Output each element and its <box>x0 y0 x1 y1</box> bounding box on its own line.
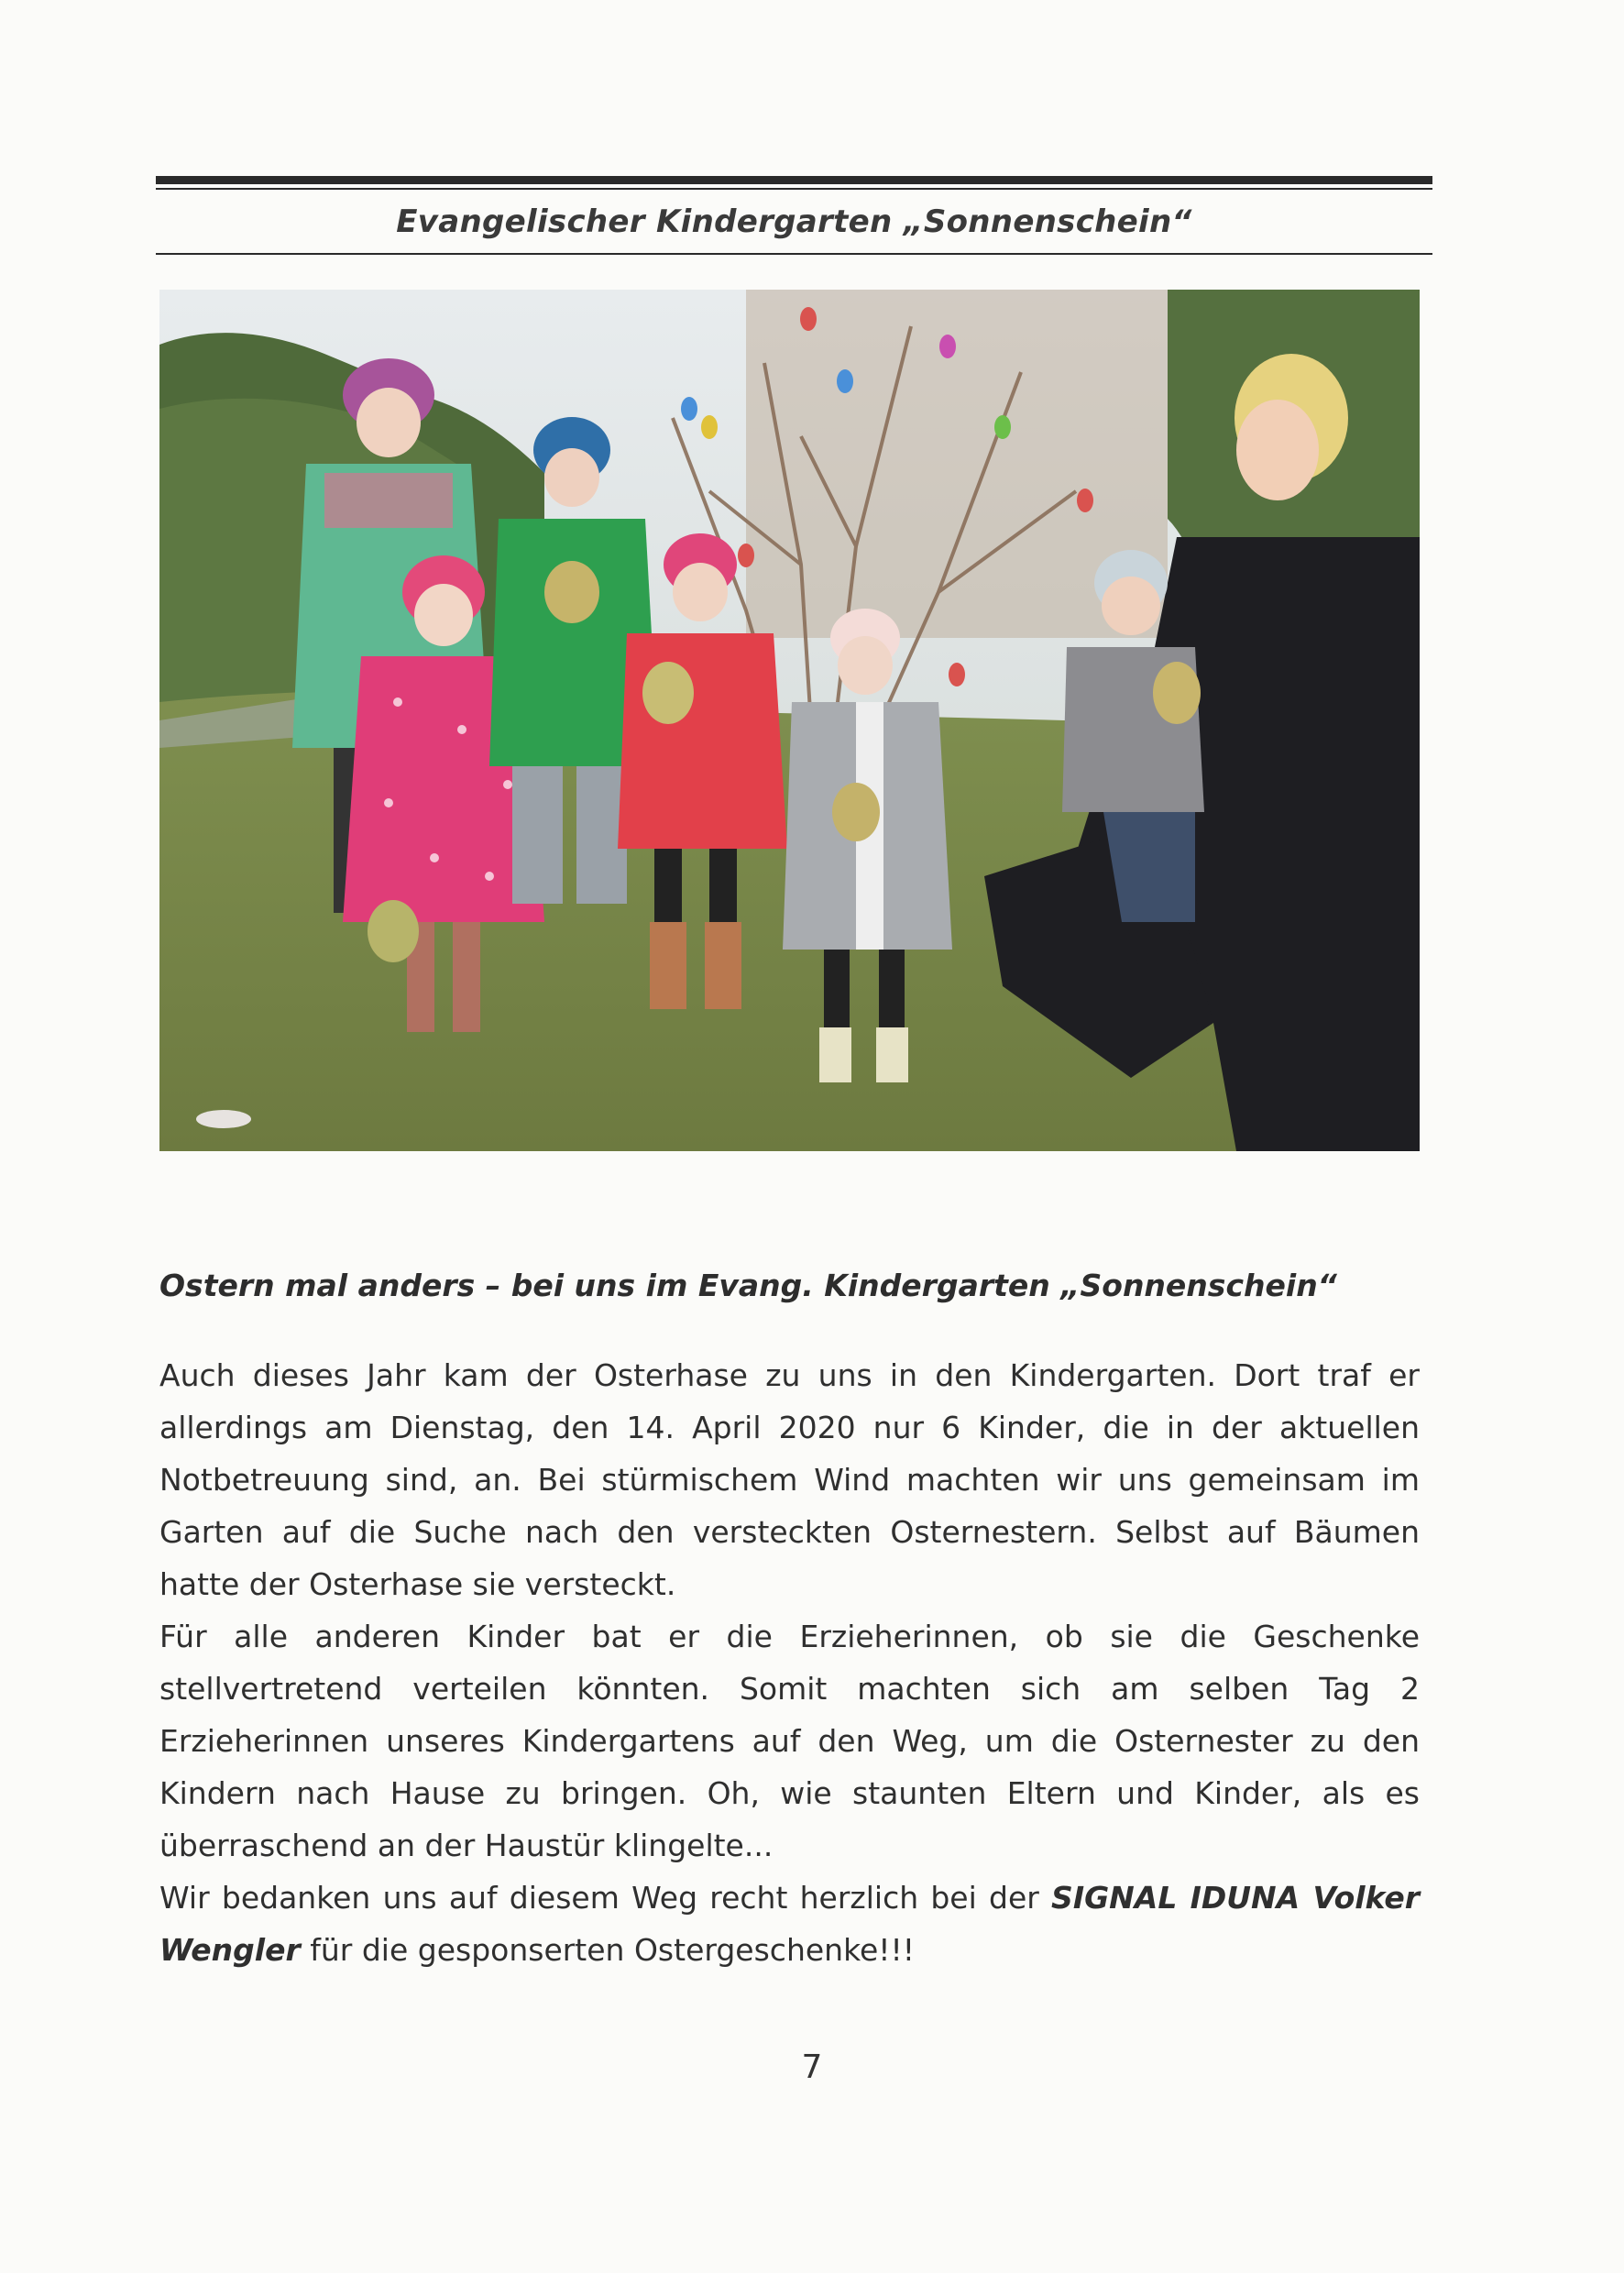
article-title: Ostern mal anders – bei uns im Evang. Kindergarten „Sonnenschein“ <box>159 1268 1337 1303</box>
header-rule-bottom <box>156 253 1432 255</box>
photo <box>159 290 1420 1151</box>
article-body <box>159 1349 1420 1976</box>
header-rule-thick <box>156 176 1432 184</box>
photo-illustration <box>159 290 1420 1151</box>
paragraph-3-after: für die gesponserten Ostergeschenke!!! <box>300 1932 915 1968</box>
header-title: Evangelischer Kindergarten „Sonnenschein“ <box>396 203 1192 240</box>
page-number: 7 <box>801 2048 823 2086</box>
paragraph-3 <box>159 1872 1420 1976</box>
paragraph-2: Für alle anderen Kinder bat er die Erzieherinnen, ob sie die Geschenke stellvertretend verteilen könnten. Somit machten sich am selben Tag 2 Erzieherinnen unseres Kindergartens auf den Weg, um die Osternester zu den Kindern nach Hause zu bringen. Oh, wie staunten Eltern und Kinder, als es überraschend an der Haustür klingelte... <box>159 1619 1420 1863</box>
paragraph-3-before: Wir bedanken uns auf diesem Weg recht herzlich bei der <box>159 1880 1052 1916</box>
paragraph-1: Auch dieses Jahr kam der Osterhase zu uns in den Kindergarten. Dort traf er allerdings am Dienstag, den 14. April 2020 nur 6 Kinder, die in der aktuellen Notbetreuung sind, an. Bei stürmischem Wind machten wir uns gemeinsam im Garten auf die Suche nach den versteckten Osternestern. Selbst auf Bäumen hatte der Osterhase sie versteckt. <box>159 1357 1420 1602</box>
header-rule-thin <box>156 188 1432 190</box>
sponsor-name: SIGNAL IDUNA Volker Wengler <box>159 1880 1420 1968</box>
